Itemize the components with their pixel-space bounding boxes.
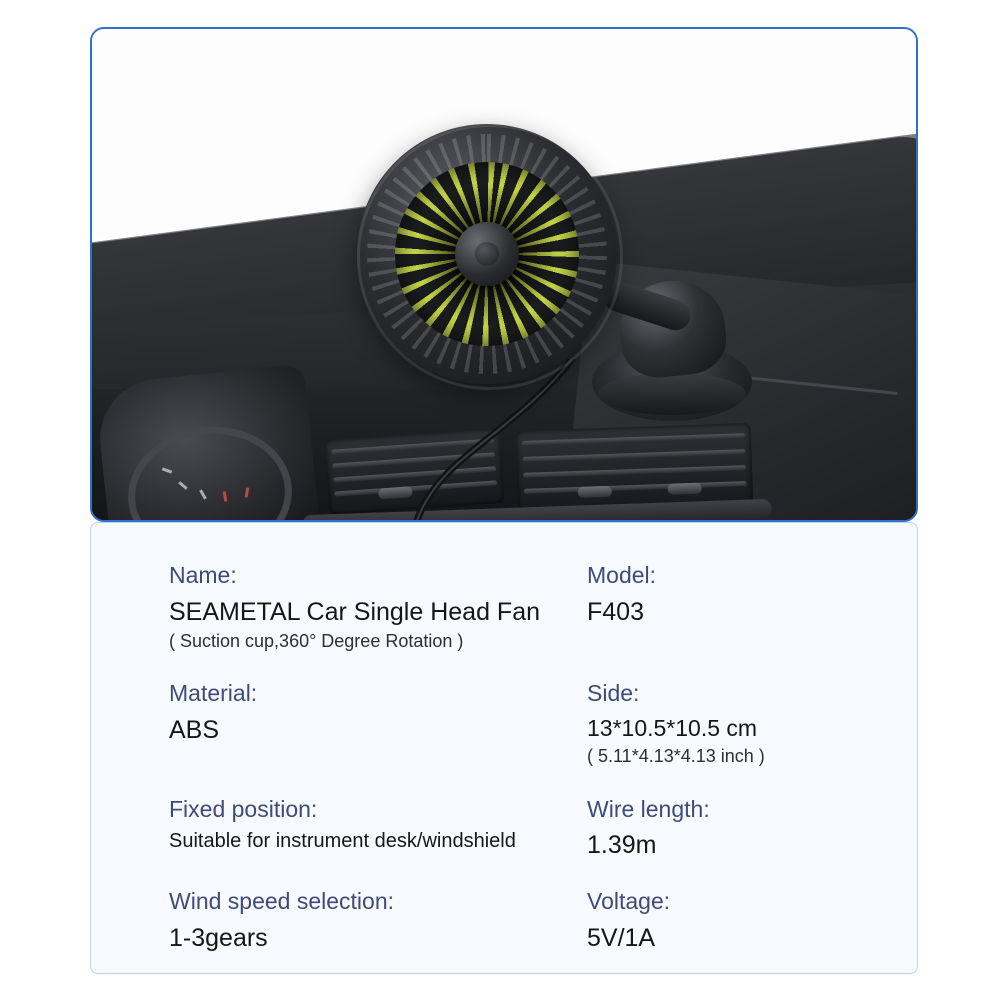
spec-name bbox=[169, 561, 587, 653]
spec-wire-length bbox=[587, 795, 875, 862]
spec-voltage bbox=[587, 887, 875, 954]
spec-wind-speed-label: Wind speed selection: bbox=[169, 888, 395, 915]
spec-model-label: Model: bbox=[587, 562, 657, 588]
spec-wind-speed-value: 1-3gears bbox=[169, 924, 268, 953]
spec-wind-speed bbox=[169, 887, 587, 954]
spec-voltage-label: Voltage: bbox=[587, 888, 671, 915]
spec-name-label: Name: bbox=[169, 562, 237, 588]
vent-knob bbox=[578, 486, 612, 498]
spec-fixed-position-label: Fixed position: bbox=[169, 795, 318, 822]
spec-side-value: 13*10.5*10.5 cm bbox=[587, 714, 758, 741]
specification-panel bbox=[90, 522, 918, 974]
spec-wire-length-value: 1.39m bbox=[587, 831, 657, 860]
spec-name-value: SEAMETAL Car Single Head Fan bbox=[169, 597, 540, 626]
product-photo-card bbox=[90, 27, 918, 522]
spec-material-value: ABS bbox=[169, 715, 220, 744]
spec-model bbox=[587, 561, 875, 653]
spec-wire-length-label: Wire length: bbox=[587, 795, 710, 822]
spec-name-sub: ( Suction cup,360° Degree Rotation ) bbox=[169, 630, 464, 651]
spec-voltage-value: 5V/1A bbox=[587, 924, 656, 953]
spec-side-label: Side: bbox=[587, 680, 640, 707]
spec-fixed-position-value: Suitable for instrument desk/windshield bbox=[169, 830, 516, 853]
vent-knob bbox=[668, 483, 702, 495]
product-photo bbox=[92, 29, 916, 520]
spec-side-sub: ( 5.11*4.13*4.13 inch ) bbox=[587, 746, 765, 767]
spec-fixed-position bbox=[169, 795, 587, 862]
spec-model-value: F403 bbox=[587, 597, 644, 626]
spec-material bbox=[169, 679, 587, 769]
fan-head bbox=[337, 104, 637, 404]
spec-material-label: Material: bbox=[169, 680, 258, 707]
spec-side bbox=[587, 679, 875, 769]
